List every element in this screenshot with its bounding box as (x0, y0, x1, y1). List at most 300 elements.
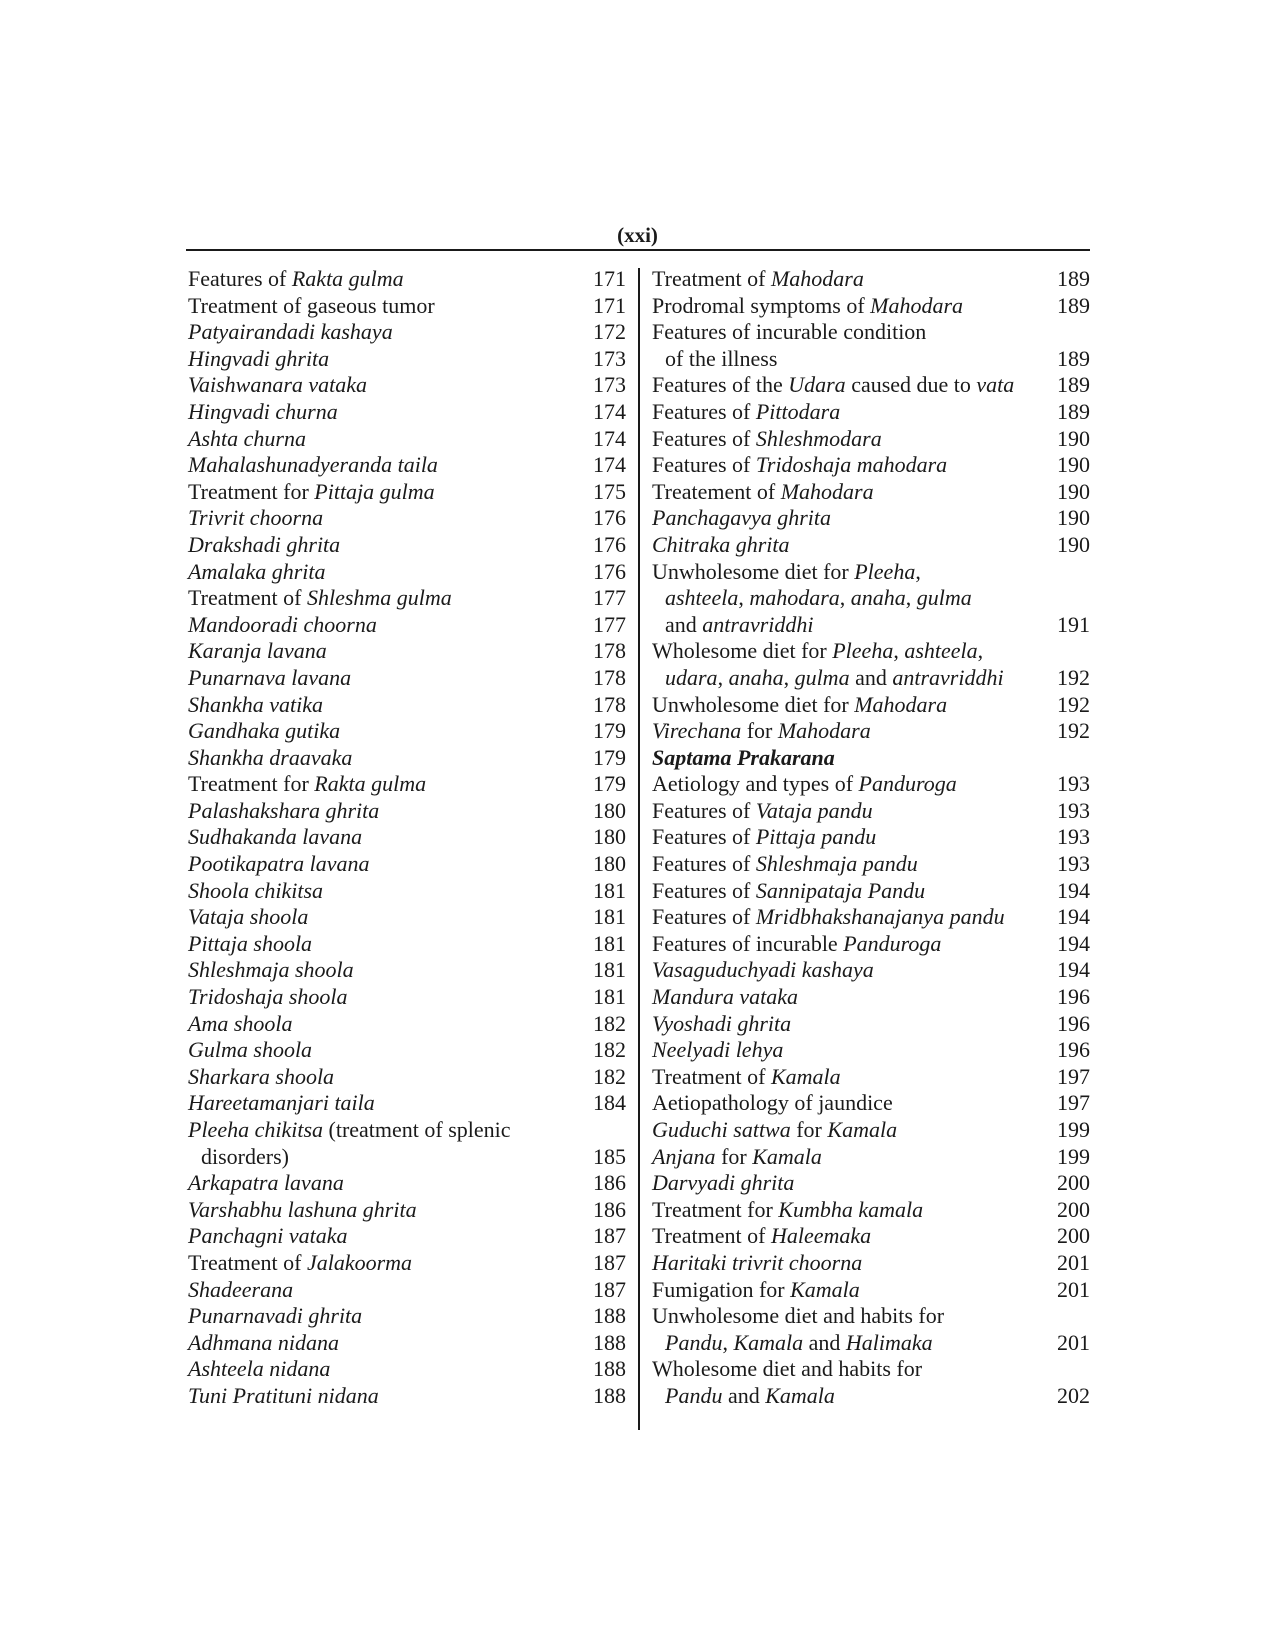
toc-entry-page: 189 (1057, 398, 1090, 424)
toc-entry-title (652, 1011, 791, 1038)
italic-term: Sudhakanda lavana (188, 824, 363, 850)
toc-entry-page: 181 (593, 877, 626, 903)
toc-entry-title (652, 798, 873, 825)
toc-entry (188, 1330, 626, 1357)
toc-entry-page: 193 (1057, 771, 1090, 797)
toc-entry-page: 190 (1057, 478, 1090, 504)
toc-entry-title (652, 1356, 922, 1383)
toc-entry-title (188, 878, 323, 905)
toc-entry (188, 479, 626, 506)
italic-term: Pleeha (832, 638, 894, 664)
toc-entry (652, 1117, 1090, 1144)
toc-entry-page: 192 (1057, 718, 1090, 744)
toc-entry (188, 798, 626, 825)
toc-entry (188, 931, 626, 958)
title-text: Features of (652, 851, 756, 877)
title-text: and (722, 1382, 766, 1408)
toc-entry-title (188, 1277, 293, 1304)
title-text: Treatment of (188, 585, 307, 611)
title-text: Aetiology and types of (652, 771, 859, 797)
italic-term: Mahodara (770, 266, 864, 291)
italic-term: Panduroga (858, 771, 957, 797)
toc-entry-page: 197 (1057, 1090, 1090, 1116)
italic-term: Varshabhu lashuna ghrita (188, 1196, 417, 1222)
toc-entry (652, 1011, 1090, 1038)
italic-term: Panduroga (843, 930, 942, 956)
toc-entry-title (188, 957, 354, 984)
italic-term: Shadeerana (188, 1276, 294, 1302)
toc-entry (188, 452, 626, 479)
toc-right-column (652, 266, 1090, 1410)
toc-entry-title (652, 957, 874, 984)
italic-term: Rakta gulma (314, 771, 427, 797)
toc-entry (188, 1383, 626, 1410)
italic-term: Mridbhakshanajanya pandu (755, 904, 1005, 930)
toc-entry (188, 718, 626, 745)
title-text: and (849, 664, 893, 690)
italic-term: Anjana (652, 1143, 716, 1169)
italic-term: Kamala (827, 1117, 898, 1142)
toc-entry-page: 180 (593, 851, 626, 877)
italic-term: Ashteela nidana (188, 1356, 331, 1382)
italic-term: Hareetamanjari taila (188, 1090, 375, 1116)
title-text: Treatment of (188, 1249, 307, 1275)
toc-entry (188, 1277, 626, 1304)
title-text: disorders) (201, 1143, 289, 1169)
toc-entry (652, 479, 1090, 506)
italic-term: Pandu (665, 1329, 723, 1355)
italic-term: Shleshmaja shoola (188, 957, 354, 983)
title-text: Treatment of (652, 266, 771, 291)
toc-entry-page: 181 (593, 904, 626, 930)
italic-term: ashteela (904, 638, 978, 664)
toc-entry-title (188, 319, 393, 346)
toc-entry-page: 178 (593, 664, 626, 690)
toc-entry-page: 186 (593, 1170, 626, 1196)
toc-entry (188, 638, 626, 665)
toc-entry-title (188, 1011, 293, 1038)
toc-entry-title (188, 1383, 379, 1410)
toc-entry-title (188, 1064, 334, 1091)
title-text: Treatement of (652, 478, 781, 504)
italic-term: anaha (850, 585, 906, 611)
italic-term: udara (665, 664, 718, 690)
toc-entry-title (652, 559, 921, 586)
italic-term: Adhmana nidana (188, 1329, 339, 1355)
toc-entry-title (652, 372, 1014, 399)
toc-entry-title (188, 1250, 412, 1277)
toc-entry (652, 1144, 1090, 1171)
italic-term: antravriddhi (702, 611, 814, 637)
toc-entry-page: 177 (593, 585, 626, 611)
toc-entry (188, 532, 626, 559)
toc-entry-page: 194 (1057, 957, 1090, 983)
toc-entry-title (188, 1356, 330, 1383)
toc-entry-page: 174 (593, 452, 626, 478)
toc-entry-page: 179 (593, 771, 626, 797)
toc-entry (652, 1303, 1090, 1330)
toc-entry-title (188, 1117, 511, 1144)
title-text: Unwholesome diet for (652, 558, 855, 584)
title-text: Features of incurable (652, 930, 844, 956)
toc-entry-title (188, 426, 306, 453)
toc-entry-title (188, 718, 340, 745)
italic-term: Vaishwanara vataka (188, 372, 368, 398)
toc-entry-page: 181 (593, 957, 626, 983)
toc-entry-page: 189 (1057, 345, 1090, 371)
toc-entry-page: 201 (1057, 1249, 1090, 1275)
italic-term: Shleshmodara (755, 425, 882, 451)
toc-entry-page: 189 (1057, 266, 1090, 291)
italic-term: Shankha vatika (188, 691, 324, 717)
section-heading (652, 745, 1090, 772)
toc-entry-title (665, 612, 814, 639)
toc-entry-page: 182 (593, 1010, 626, 1036)
toc-entry-page: 199 (1057, 1143, 1090, 1169)
toc-entry-page: 196 (1057, 1010, 1090, 1036)
title-text: , (722, 1329, 734, 1355)
title-text: Features of the (652, 372, 789, 398)
italic-term: antravriddhi (892, 664, 1004, 690)
title-text: Features of (652, 425, 756, 451)
toc-entry (188, 665, 626, 692)
toc-entry (188, 1064, 626, 1091)
toc-entry-title (665, 346, 777, 373)
italic-term: Mahalashunadyeranda taila (188, 452, 438, 478)
toc-entry-page: 201 (1057, 1276, 1090, 1302)
toc-entry-page: 178 (593, 638, 626, 664)
italic-term: Pootikapatra lavana (188, 851, 370, 877)
toc-entry (652, 931, 1090, 958)
title-text: Features of (652, 797, 756, 823)
toc-entry (188, 1250, 626, 1277)
toc-entry-page: 182 (593, 1037, 626, 1063)
italic-term: Darvyadi ghrita (652, 1170, 795, 1196)
toc-entry-page: 172 (593, 319, 626, 345)
italic-term: Palashakshara ghrita (188, 797, 380, 823)
toc-entry-page: 171 (593, 266, 626, 291)
toc-entry (652, 505, 1090, 532)
toc-entry-title (188, 266, 404, 293)
title-text: Treatment of gaseous tumor (188, 292, 435, 318)
toc-entry (188, 824, 626, 851)
italic-term: Amalaka ghrita (188, 558, 326, 584)
toc-entry-title (652, 293, 963, 320)
title-text: and (665, 611, 703, 637)
toc-entry-title (652, 692, 947, 719)
toc-entry-page: 180 (593, 797, 626, 823)
italic-term: Kumbha kamala (778, 1196, 924, 1222)
title-text: Features of (652, 452, 756, 478)
toc-entry-page: 188 (593, 1303, 626, 1329)
toc-entry-page: 190 (1057, 425, 1090, 451)
italic-term: Drakshadi ghrita (188, 531, 341, 557)
toc-entry-page: 197 (1057, 1063, 1090, 1089)
toc-entry-title (188, 1197, 417, 1224)
italic-term: Rakta gulma (291, 266, 404, 291)
toc-entry (188, 1170, 626, 1197)
toc-entry-title (652, 532, 790, 559)
italic-term: Pittaja gulma (314, 478, 435, 504)
toc-entry-title (665, 585, 972, 612)
toc-entry (188, 984, 626, 1011)
toc-entry-page: 200 (1057, 1223, 1090, 1249)
toc-entry (652, 824, 1090, 851)
toc-entry (652, 372, 1090, 399)
italic-term: Hingvadi ghrita (188, 345, 330, 371)
toc-entry-page: 192 (1057, 691, 1090, 717)
toc-entry-title (652, 718, 871, 745)
italic-term: Guduchi sattwa (652, 1117, 791, 1142)
toc-entry-title (652, 1250, 862, 1277)
toc-entry-page: 188 (593, 1329, 626, 1355)
toc-entry-title (188, 346, 329, 373)
toc-entry (652, 638, 1090, 665)
toc-entry-title (188, 1037, 312, 1064)
title-text: , (738, 585, 750, 611)
title-text: Unwholesome diet and habits for (652, 1303, 945, 1329)
header-rule (186, 249, 1090, 251)
column-divider (638, 268, 640, 1430)
toc-entry-title (652, 479, 874, 506)
toc-entry-title (652, 878, 925, 905)
toc-entry-page: 190 (1057, 452, 1090, 478)
italic-term: Sharkara shoola (188, 1063, 335, 1089)
italic-term: Neelyadi lehya (652, 1037, 784, 1063)
italic-term: Mahodara (854, 691, 948, 717)
toc-entry (652, 878, 1090, 905)
toc-entry-page: 190 (1057, 531, 1090, 557)
toc-entry-page: 176 (593, 531, 626, 557)
toc-entry-page: 193 (1057, 851, 1090, 877)
toc-entry-title (188, 1223, 347, 1250)
toc-entry-page: 189 (1057, 292, 1090, 318)
italic-term: Trivrit choorna (188, 505, 324, 531)
toc-entry (188, 1090, 626, 1117)
toc-entry-title (652, 266, 864, 293)
toc-entry-page: 175 (593, 478, 626, 504)
italic-term: Virechana (652, 718, 742, 744)
toc-entry-title (652, 1170, 794, 1197)
italic-term: Ashta churna (188, 425, 306, 451)
title-text: , (977, 638, 984, 664)
italic-term: Mahodara (870, 292, 964, 318)
toc-entry-page: 201 (1057, 1329, 1090, 1355)
title-text: Features of (652, 824, 756, 850)
toc-entry (188, 293, 626, 320)
italic-term: Tridoshaja shoola (188, 984, 348, 1010)
toc-entry-title (188, 372, 367, 399)
italic-term: Kamala (790, 1276, 860, 1302)
toc-entry-title (188, 851, 369, 878)
toc-entry (188, 612, 626, 639)
italic-term: Arkapatra lavana (188, 1170, 344, 1196)
toc-entry-page: 182 (593, 1063, 626, 1089)
toc-entry (188, 1356, 626, 1383)
toc-entry-page: 173 (593, 372, 626, 398)
title-text: Unwholesome diet for (652, 691, 855, 717)
italic-term: Panchagavya ghrita (652, 505, 832, 531)
italic-term: Gulma shoola (188, 1037, 313, 1063)
italic-term: Tridoshaja mahodara (755, 452, 948, 478)
toc-entry (652, 399, 1090, 426)
toc-entry (652, 798, 1090, 825)
italic-term: Ama shoola (188, 1010, 293, 1036)
title-text: and (803, 1329, 846, 1355)
toc-entry (652, 665, 1090, 692)
title-text: for (741, 718, 778, 744)
toc-entry (652, 293, 1090, 320)
italic-term: Pittaja pandu (755, 824, 877, 850)
italic-term: Kamala (770, 1063, 841, 1089)
toc-entry-page: 200 (1057, 1170, 1090, 1196)
toc-entry-title (652, 984, 798, 1011)
toc-entry (652, 1064, 1090, 1091)
toc-entry (188, 878, 626, 905)
toc-entry-title (188, 984, 348, 1011)
italic-term: Pittaja shoola (188, 930, 313, 956)
toc-entry-title (188, 532, 340, 559)
italic-term: Gandhaka gutika (188, 718, 341, 744)
toc-entry (188, 559, 626, 586)
toc-entry-title (652, 1277, 860, 1304)
toc-entry (652, 692, 1090, 719)
toc-entry-title (652, 745, 835, 772)
title-text: Features of (652, 398, 756, 424)
toc-entry-title (188, 771, 426, 798)
italic-term: Haritaki trivrit choorna (652, 1249, 863, 1275)
toc-entry (188, 1303, 626, 1330)
italic-term: Kamala (752, 1143, 822, 1169)
toc-entry-page: 194 (1057, 904, 1090, 930)
toc-entry (652, 718, 1090, 745)
toc-entry-title (652, 1117, 897, 1144)
italic-term: Halimaka (845, 1329, 933, 1355)
italic-term: ashteela (665, 585, 739, 611)
italic-term: Patyairandadi kashaya (188, 319, 393, 345)
toc-entry-title (188, 931, 312, 958)
toc-entry (652, 1223, 1090, 1250)
italic-term: Shleshmaja pandu (755, 851, 918, 877)
italic-term: Vataja shoola (188, 904, 309, 930)
italic-term: Vasaguduchyadi kashaya (652, 957, 874, 983)
toc-entry-title (652, 452, 947, 479)
italic-term: vata (976, 372, 1015, 398)
toc-entry (188, 692, 626, 719)
italic-term: Pittodara (755, 398, 841, 424)
toc-entry (652, 957, 1090, 984)
toc-entry (652, 426, 1090, 453)
italic-term: Mahodara (777, 718, 871, 744)
toc-entry-page: 200 (1057, 1196, 1090, 1222)
toc-entry (188, 771, 626, 798)
title-text: , (839, 585, 851, 611)
toc-entry-page: 193 (1057, 797, 1090, 823)
toc-entry (652, 266, 1090, 293)
toc-entry-title (188, 452, 438, 479)
title-text: Treatment for (652, 1196, 779, 1222)
toc-entry-title (652, 426, 882, 453)
toc-entry (652, 1090, 1090, 1117)
italic-term: Kamala (765, 1382, 835, 1408)
italic-term: Punarnavadi ghrita (188, 1303, 363, 1329)
title-text: Features of (652, 877, 756, 903)
title-text: , (893, 638, 905, 664)
toc-entry (652, 1356, 1090, 1383)
toc-entry-page: 187 (593, 1249, 626, 1275)
title-text: , (905, 585, 917, 611)
italic-term: Mahodara (780, 478, 874, 504)
toc-entry-title (188, 479, 435, 506)
toc-entry (652, 1383, 1090, 1410)
toc-entry-page: 199 (1057, 1117, 1090, 1142)
toc-entry (652, 1197, 1090, 1224)
italic-term: Haleemaka (770, 1223, 872, 1249)
toc-entry (652, 612, 1090, 639)
italic-term: Shleshma gulma (306, 585, 452, 611)
title-text: Wholesome diet and habits for (652, 1356, 923, 1382)
toc-entry (188, 1197, 626, 1224)
title-text: Treatment for (188, 771, 315, 797)
title-text: Saptama Prakarana (652, 744, 835, 770)
toc-entry-title (188, 1330, 339, 1357)
toc-entry-title (652, 771, 957, 798)
italic-term: Mandura vataka (652, 984, 799, 1010)
toc-entry-title (188, 1303, 362, 1330)
toc-entry-title (188, 293, 435, 320)
toc-entry (188, 319, 626, 346)
italic-term: Hingvadi churna (188, 398, 338, 424)
toc-entry-page: 180 (593, 824, 626, 850)
toc-entry (652, 1330, 1090, 1357)
toc-entry-page: 176 (593, 558, 626, 584)
toc-entry-title (188, 559, 326, 586)
toc-entry-title (188, 1090, 375, 1117)
toc-entry-title (188, 798, 379, 825)
toc-entry-page: 187 (593, 1223, 626, 1249)
toc-entry-title (188, 745, 352, 772)
toc-entry-page: 184 (593, 1090, 626, 1116)
toc-left-column (188, 266, 626, 1410)
italic-term: Karanja lavana (188, 638, 327, 664)
toc-entry-title (188, 399, 338, 426)
toc-entry (188, 1011, 626, 1038)
title-text: Treatment for (188, 478, 315, 504)
italic-term: Pandu (665, 1382, 723, 1408)
toc-entry (652, 346, 1090, 373)
toc-entry-page: 181 (593, 984, 626, 1010)
toc-entry (188, 266, 626, 293)
toc-entry (188, 372, 626, 399)
toc-entry (652, 1170, 1090, 1197)
toc-entry (652, 1250, 1090, 1277)
toc-entry (652, 1277, 1090, 1304)
italic-term: Chitraka ghrita (652, 531, 790, 557)
italic-term: Shoola chikitsa (188, 877, 324, 903)
toc-entry-page: 196 (1057, 984, 1090, 1010)
toc-entry-page: 179 (593, 744, 626, 770)
toc-entry (652, 984, 1090, 1011)
toc-entry-page: 192 (1057, 664, 1090, 690)
toc-entry-page: 188 (593, 1356, 626, 1382)
toc-entry-title (188, 904, 308, 931)
title-text: Features of (188, 266, 292, 291)
toc-entry-title (652, 931, 941, 958)
title-text: for (715, 1143, 753, 1169)
title-text: of the illness (665, 345, 778, 371)
italic-term: Shankha draavaka (188, 744, 353, 770)
title-text: , (783, 664, 795, 690)
